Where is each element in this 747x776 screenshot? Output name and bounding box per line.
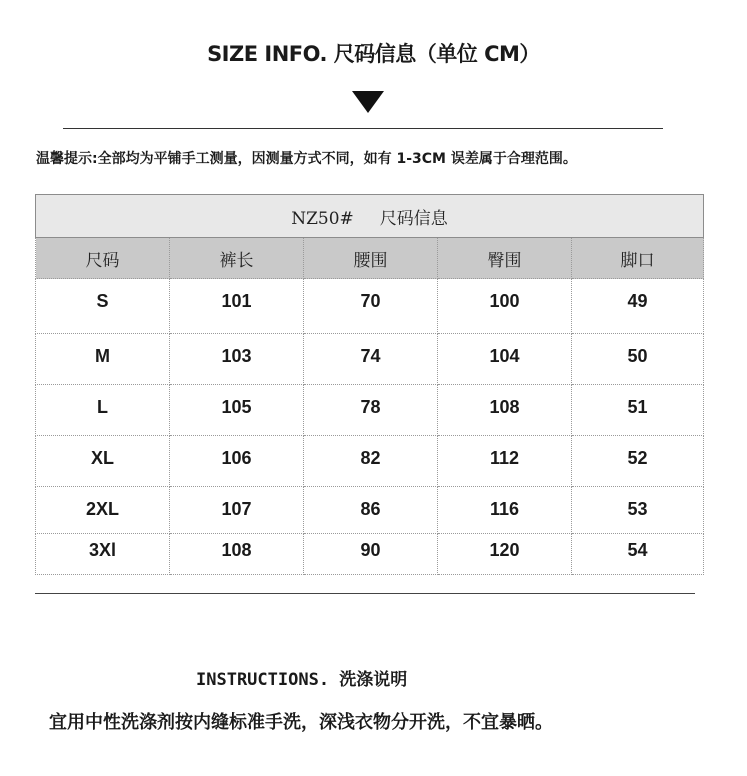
- bottom-divider: [35, 593, 695, 594]
- size-cell: 3Xl: [36, 534, 170, 575]
- size-cell: S: [36, 279, 170, 334]
- column-header-length: 裤长: [170, 238, 304, 279]
- table-caption: [36, 195, 704, 238]
- table-header-row: [36, 238, 704, 279]
- hem-cell: 53: [572, 487, 704, 534]
- length-cell: 108: [170, 534, 304, 575]
- page-title: SIZE INFO. 尺码信息（单位 CM）: [207, 42, 540, 66]
- waist-cell: 74: [304, 334, 438, 385]
- top-divider: [63, 128, 663, 129]
- hip-cell: 120: [438, 534, 572, 575]
- hem-cell: 54: [572, 534, 704, 575]
- column-header-size: 尺码: [36, 238, 170, 279]
- caption-label: 尺码信息: [379, 208, 448, 229]
- waist-cell: 82: [304, 436, 438, 487]
- size-cell: L: [36, 385, 170, 436]
- hem-cell: 50: [572, 334, 704, 385]
- waist-cell: 90: [304, 534, 438, 575]
- column-header-hem: 脚口: [572, 238, 704, 279]
- instructions-title: INSTRUCTIONS. 洗涤说明: [196, 670, 408, 690]
- length-cell: 105: [170, 385, 304, 436]
- hip-cell: 104: [438, 334, 572, 385]
- length-cell: 103: [170, 334, 304, 385]
- size-chart-table: [35, 194, 704, 575]
- waist-cell: 78: [304, 385, 438, 436]
- down-triangle-icon: [352, 91, 384, 113]
- length-cell: 107: [170, 487, 304, 534]
- size-cell: 2XL: [36, 487, 170, 534]
- column-header-waist: 腰围: [304, 238, 438, 279]
- table-row: [36, 436, 704, 487]
- table-row: [36, 487, 704, 534]
- hip-cell: 116: [438, 487, 572, 534]
- table-row: [36, 534, 704, 575]
- hip-cell: 100: [438, 279, 572, 334]
- product-code: NZ50#: [291, 208, 354, 229]
- size-cell: M: [36, 334, 170, 385]
- length-cell: 106: [170, 436, 304, 487]
- column-header-hip: 臀围: [438, 238, 572, 279]
- table-row: [36, 279, 704, 334]
- hem-cell: 51: [572, 385, 704, 436]
- size-cell: XL: [36, 436, 170, 487]
- length-cell: 101: [170, 279, 304, 334]
- table-row: [36, 385, 704, 436]
- hem-cell: 52: [572, 436, 704, 487]
- waist-cell: 86: [304, 487, 438, 534]
- table-row: [36, 334, 704, 385]
- waist-cell: 70: [304, 279, 438, 334]
- hip-cell: 112: [438, 436, 572, 487]
- hip-cell: 108: [438, 385, 572, 436]
- measurement-note: 温馨提示:全部均为平铺手工测量，因测量方式不同，如有 1-3CM 误差属于合理范围。: [36, 151, 577, 167]
- instructions-text: 宜用中性洗涤剂按内缝标准手洗，深浅衣物分开洗，不宜暴晒。: [49, 712, 553, 733]
- hem-cell: 49: [572, 279, 704, 334]
- table-caption-row: [36, 195, 704, 238]
